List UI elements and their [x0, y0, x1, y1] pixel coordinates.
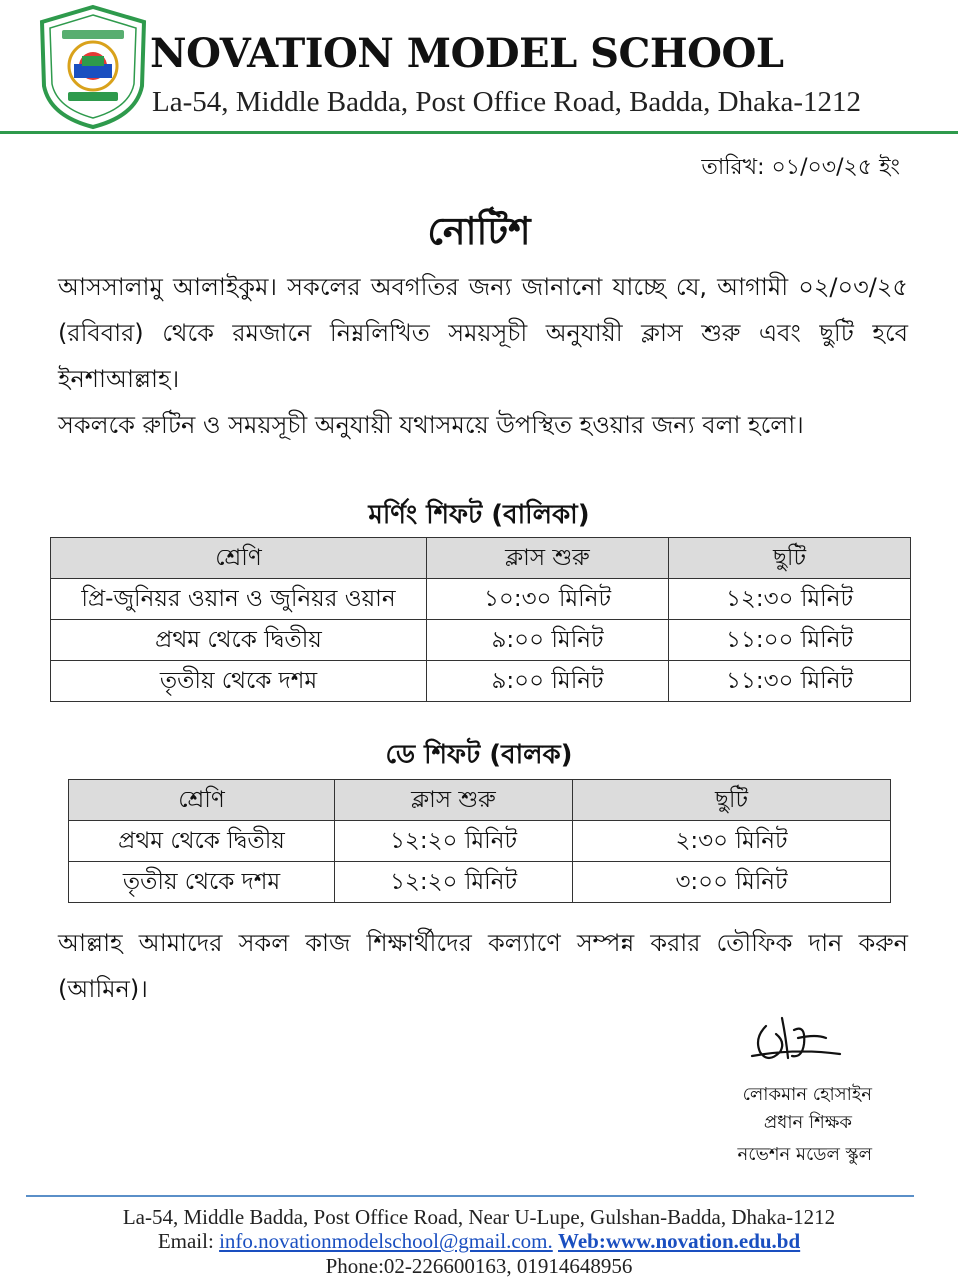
cell-dismissal: ১১:৩০ মিনিট: [669, 661, 911, 702]
table-row: [51, 661, 911, 702]
cell-start: ১২:২০ মিনিট: [335, 862, 573, 903]
notice-title: নোটিশ: [427, 209, 531, 253]
header-class-start: ক্লাস শুরু: [335, 780, 573, 821]
header-divider: [0, 131, 958, 134]
notice-paragraph-1: আসসালামু আলাইকুম। সকলের অবগতির জন্য জানানো যাচ্ছে যে, আগামী ০২/০৩/২৫ (রবিবার) থেকে রমজানে নিম্নলিখিত সময়সূচী অনুযায়ী ক্লাস শুরু এবং ছুটি হবে ইনশাআল্লাহ।: [58, 273, 908, 393]
table-header-row: [51, 538, 911, 579]
cell-start: ৯:০০ মিনিট: [427, 620, 669, 661]
letterhead: [0, 0, 958, 136]
cell-class: প্রি-জুনিয়র ওয়ান ও জুনিয়র ওয়ান: [51, 579, 427, 620]
notice-date: তারিখ: ০১/০৩/২৫ ইং: [701, 155, 900, 180]
footer-phone: Phone:02-226600163, 01914648956: [325, 1254, 633, 1278]
table-row: [69, 862, 891, 903]
school-logo: [38, 4, 148, 130]
notice-paragraph-2: সকলকে রুটিন ও সময়সূচী অনুযায়ী যথাসময়ে উপস্থিত হওয়ার জন্য বলা হলো।: [58, 411, 804, 439]
table-row: [51, 579, 911, 620]
header-dismissal: ছুটি: [573, 780, 891, 821]
website-link[interactable]: Web:www.novation.edu.bd: [558, 1229, 801, 1253]
footer-divider: [26, 1195, 914, 1197]
cell-start: ১০:৩০ মিনিট: [427, 579, 669, 620]
school-name: NOVATION MODEL SCHOOL: [150, 30, 784, 77]
morning-shift-title: মর্ণিং শিফট (বালিকা): [368, 500, 590, 530]
signatory-name: লোকমান হোসাইন: [742, 1084, 872, 1105]
day-shift-title: ডে শিফট (বালক): [385, 740, 573, 770]
signatory-school: নভেশন মডেল স্কুল: [737, 1144, 872, 1165]
cell-start: ১২:২০ মিনিট: [335, 821, 573, 862]
header-class: শ্রেণি: [69, 780, 335, 821]
cell-class: তৃতীয় থেকে দশম: [51, 661, 427, 702]
school-address: La-54, Middle Badda, Post Office Road, Badda, Dhaka-1212: [152, 86, 861, 118]
cell-dismissal: ১১:০০ মিনিট: [669, 620, 911, 661]
cell-class: তৃতীয় থেকে দশম: [69, 862, 335, 903]
footer-address: La-54, Middle Badda, Post Office Road, Near U-Lupe, Gulshan-Badda, Dhaka-1212: [122, 1205, 836, 1229]
day-shift-table: [68, 779, 891, 903]
header-class-start: ক্লাস শুরু: [427, 538, 669, 579]
table-row: [69, 821, 891, 862]
cell-dismissal: ১২:৩০ মিনিট: [669, 579, 911, 620]
closing-prayer: আল্লাহ আমাদের সকল কাজ শিক্ষার্থীদের কল্যাণে সম্পন্ন করার তৌফিক দান করুন (আমিন)।: [58, 929, 908, 1003]
table-row: [51, 620, 911, 661]
email-label: Email:: [157, 1229, 214, 1253]
cell-dismissal: ২:৩০ মিনিট: [573, 821, 891, 862]
header-class: শ্রেণি: [51, 538, 427, 579]
morning-shift-table: [50, 537, 911, 702]
header-dismissal: ছুটি: [669, 538, 911, 579]
cell-class: প্রথম থেকে দ্বিতীয়: [69, 821, 335, 862]
cell-start: ৯:০০ মিনিট: [427, 661, 669, 702]
cell-dismissal: ৩:০০ মিনিট: [573, 862, 891, 903]
signature: [746, 1008, 846, 1068]
signatory-designation: প্রধান শিক্ষক: [763, 1112, 852, 1133]
footer-contact: [0, 1229, 958, 1254]
cell-class: প্রথম থেকে দ্বিতীয়: [51, 620, 427, 661]
table-header-row: [69, 780, 891, 821]
email-link[interactable]: info.novationmodelschool@gmail.com.: [219, 1229, 553, 1253]
